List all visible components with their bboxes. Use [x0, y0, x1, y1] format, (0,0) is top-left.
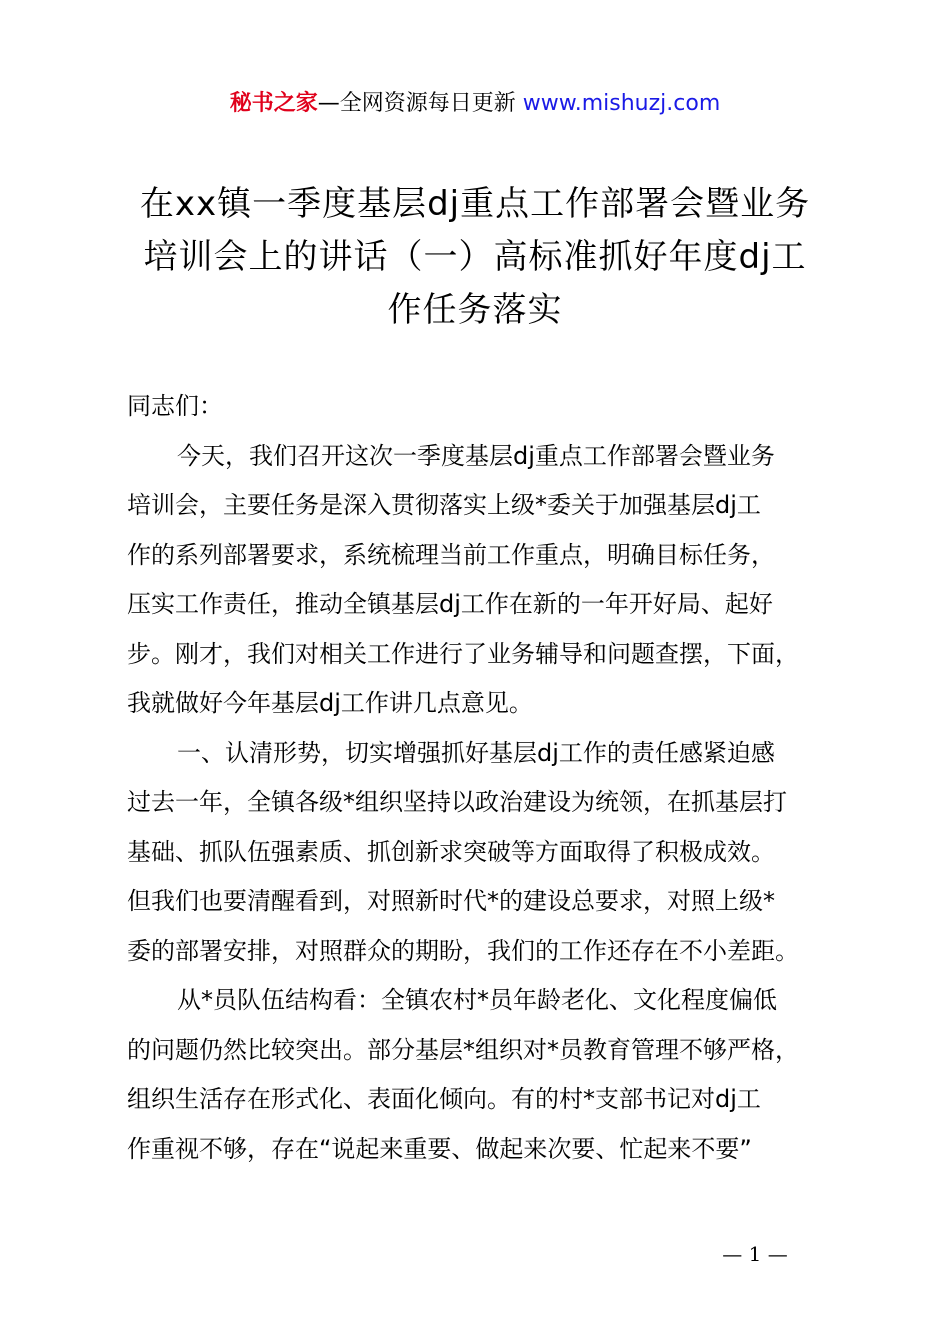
banner-url-link[interactable]: www.mishuzj.com	[522, 91, 721, 116]
body-line: 但我们也要清醒看到，对照新时代*的建设总要求，对照上级*	[127, 887, 775, 915]
body-line: 作重视不够，存在“说起来重要、做起来次要、忙起来不要”	[127, 1134, 752, 1163]
body-line: 基础、抓队伍强素质、抓创新求突破等方面取得了积极成效。	[127, 837, 775, 866]
body-line: 步。刚才，我们对相关工作进行了业务辅导和问题查摆，下面，	[127, 639, 799, 668]
site-banner	[0, 88, 950, 120]
title-line: 培训会上的讲话（一）高标准抓好年度dj工	[143, 237, 807, 277]
body-line: 过去一年，全镇各级*组织坚持以政治建设为统领，在抓基层打	[127, 788, 787, 816]
body-line: 的问题仍然比较突出。部分基层*组织对*员教育管理不够严格，	[127, 1035, 799, 1064]
body-line: 我就做好今年基层dj工作讲几点意见。	[127, 689, 533, 717]
body-line: 组织生活存在形式化、表面化倾向。有的村*支部书记对dj工	[127, 1085, 761, 1113]
body-line: 委的部署安排，对照群众的期盼，我们的工作还存在不小差距。	[127, 936, 799, 965]
body-line: 今天，我们召开这次一季度基层dj重点工作部署会暨业务	[177, 441, 775, 470]
body-line: 同志们：	[127, 392, 223, 420]
brand-name: 秘书之家	[229, 91, 318, 116]
body-line: 作的系列部署要求，系统梳理当前工作重点，明确目标任务，	[127, 540, 775, 569]
body-line: 从*员队伍结构看：全镇农村*员年龄老化、文化程度偏低	[177, 986, 777, 1014]
body-line: 一、认清形势，切实增强抓好基层dj工作的责任感紧迫感	[177, 738, 775, 767]
document-title	[100, 178, 850, 337]
page-number: — 1 —	[722, 1242, 788, 1266]
document-body	[127, 382, 837, 1174]
body-line: 压实工作责任，推动全镇基层dj工作在新的一年开好局、起好	[127, 590, 773, 618]
banner-slogan: —全网资源每日更新	[317, 91, 523, 116]
body-line: 培训会，主要任务是深入贯彻落实上级*委关于加强基层dj工	[127, 491, 761, 519]
title-line: 作任务落实	[387, 290, 563, 330]
title-line: 在xx镇一季度基层dj重点工作部署会暨业务	[139, 184, 811, 224]
